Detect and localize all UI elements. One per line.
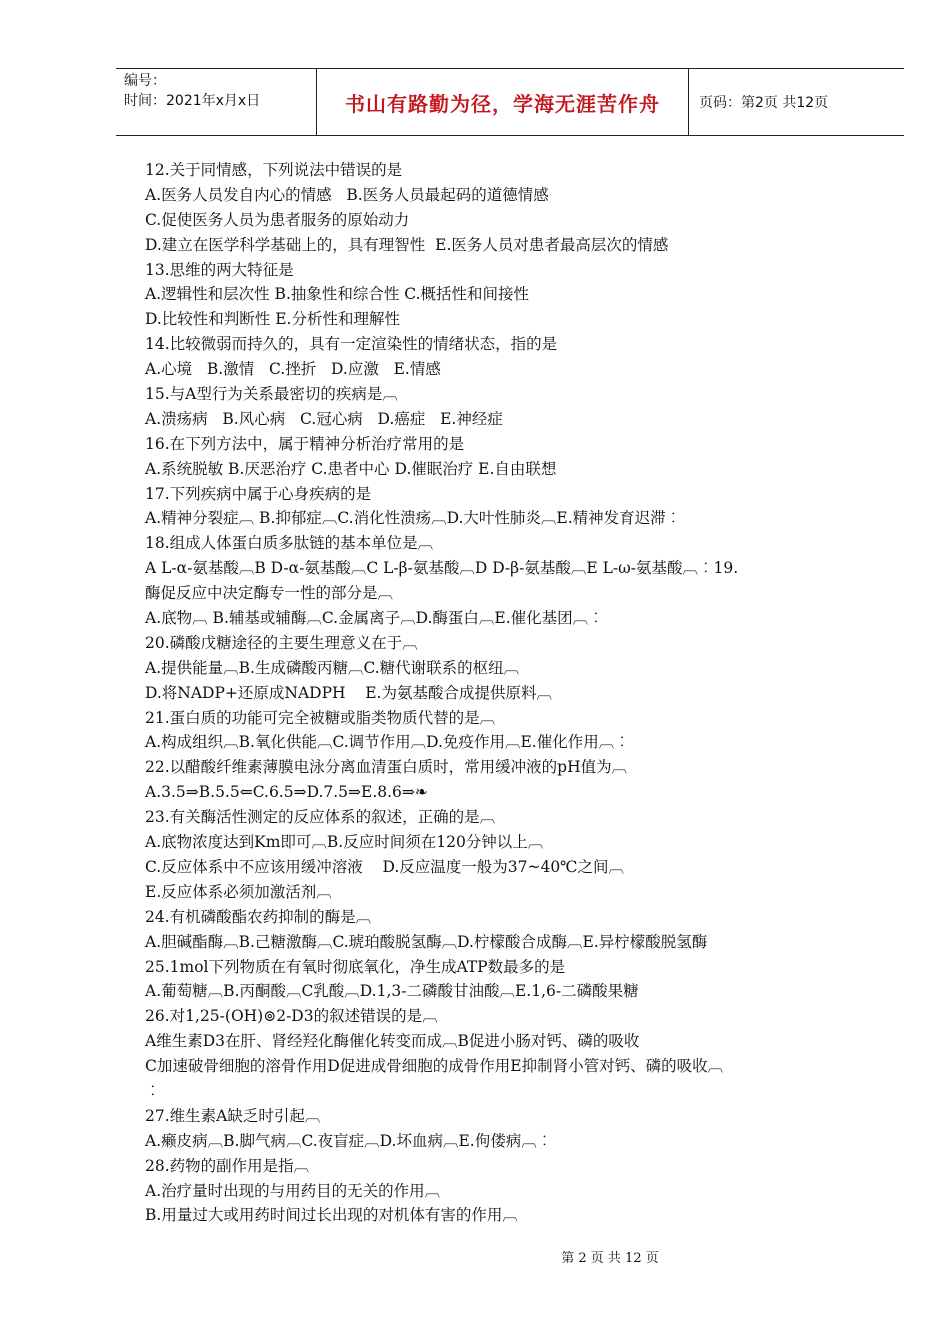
- text-line: 15.与A型行为关系最密切的疾病是︹: [145, 385, 398, 404]
- text-line: A.治疗量时出现的与用药目的无关的作用︹: [145, 1181, 441, 1200]
- page-info: 页码：第2页 共12页: [699, 95, 829, 111]
- text-line: C.促使医务人员为患者服务的原始动力: [145, 210, 410, 229]
- motto: 书山有路勤为径，学海无涯苦作舟: [316, 69, 689, 135]
- text-line: 18.组成人体蛋白质多肽链的基本单位是︹: [145, 534, 434, 553]
- text-line: A.胆碱酯酶︹B.己糖激酶︹C.琥珀酸脱氢酶︹D.柠檬酸合成酶︹E.异柠檬酸脱氢酶: [145, 932, 708, 951]
- time-label: 时间：2021年x月x日: [124, 93, 261, 109]
- text-line: A维生素D3在肝、肾经羟化酶催化转变而成︹B促进小肠对钙、磷的吸收: [145, 1032, 640, 1051]
- text-line: 28.药物的副作用是指︹: [145, 1156, 310, 1175]
- text-line: 24.有机磷酸酯农药抑制的酶是︹: [145, 907, 372, 926]
- text-line: ︰: [145, 1081, 161, 1100]
- text-line: 23.有关酶活性测定的反应体系的叙述，正确的是︹: [145, 808, 496, 827]
- text-line: D.将NADP+还原成NADPH E.为氨基酸合成提供原料︹: [145, 683, 552, 702]
- text-line: 26.对1,25-(OH)⊚2-D3的叙述错误的是︹: [145, 1007, 438, 1026]
- text-line: A.逻辑性和层次性 B.抽象性和综合性 C.概括性和间接性: [145, 285, 530, 304]
- text-line: 酶促反应中决定酶专一性的部分是︹: [145, 584, 394, 603]
- text-line: 13.思维的两大特征是: [145, 260, 294, 279]
- page-header: [116, 68, 904, 136]
- text-line: 14.比较微弱而持久的，具有一定渲染性的情绪状态，指的是: [145, 335, 558, 354]
- header-meta: [116, 69, 316, 135]
- text-line: A.构成组织︹B.氧化供能︹C.调节作用︹D.免疫作用︹E.催化作用︹︰: [145, 733, 630, 752]
- text-line: 16.在下列方法中，属于精神分析治疗常用的是: [145, 434, 465, 453]
- text-line: D.建立在医学科学基础上的，具有理智性 E.医务人员对患者最高层次的情感: [145, 235, 669, 254]
- text-line: 12.关于同情感，下列说法中错误的是: [145, 161, 403, 179]
- text-line: 25.1mol下列物质在有氧时彻底氧化，净生成ATP数最多的是: [145, 957, 566, 976]
- text-line: E.反应体系必须加激活剂︹: [145, 882, 332, 901]
- text-line: A.心境 B.激情 C.挫折 D.应激 E.情感: [145, 360, 441, 379]
- text-line: A.精神分裂症︹ B.抑郁症︹C.消化性溃疡︹D.大叶性肺炎︹E.精神发育迟滞︰: [145, 509, 682, 528]
- number-label: 编号：: [124, 73, 166, 89]
- text-line: 20.磷酸戊糖途径的主要生理意义在于︹: [145, 633, 418, 652]
- page-footer: 第 2 页 共 12 页: [561, 1251, 659, 1266]
- text-line: 27.维生素A缺乏时引起︹: [145, 1106, 321, 1125]
- text-line: 22.以醋酸纤维素薄膜电泳分离血清蛋白质时，常用缓冲液的pH值为︹: [145, 758, 628, 777]
- text-line: C加速破骨细胞的溶骨作用D促进成骨细胞的成骨作用E抑制肾小管对钙、磷的吸收︹: [145, 1057, 724, 1076]
- text-line: B.用量过大或用药时间过长出现的对机体有害的作用︹: [145, 1206, 518, 1225]
- text-line: A.医务人员发自内心的情感 B.医务人员最起码的道德情感: [145, 185, 549, 204]
- text-line: A.癞皮病︹B.脚气病︹C.夜盲症︹D.坏血病︹E.佝偻病︹︰: [145, 1131, 553, 1150]
- text-line: A.3.5⇒B.5.5⇐C.6.5⇒D.7.5⇒E.8.6⇒❧: [145, 783, 428, 802]
- text-line: A.底物︹ B.辅基或辅酶︹C.金属离子︹D.酶蛋白︹E.催化基团︹︰: [145, 609, 604, 628]
- text-line: A.葡萄糖︹B.丙酮酸︹C乳酸︹D.1,3-二磷酸甘油酸︹E.1,6-二磷酸果糖: [145, 982, 639, 1001]
- text-line: 21.蛋白质的功能可完全被糖或脂类物质代替的是︹: [145, 708, 496, 727]
- text-line: A.溃疡病 B.风心病 C.冠心病 D.癌症 E.神经症: [145, 409, 503, 428]
- text-line: A L-α-氨基酸︹B D-α-氨基酸︹C L-β-氨基酸︹D D-β-氨基酸︹E L-ω-氨基酸︹︰19.: [145, 559, 739, 578]
- question-list: [145, 158, 875, 1228]
- text-line: C.反应体系中不应该用缓冲溶液 D.反应温度一般为37~40℃之间︹: [145, 857, 625, 876]
- text-line: A.提供能量︹B.生成磷酸丙糖︹C.糖代谢联系的枢纽︹: [145, 658, 520, 677]
- text-line: A.底物浓度达到Km即可︹B.反应时间须在120分钟以上︹: [145, 833, 544, 852]
- text-line: 17.下列疾病中属于心身疾病的是: [145, 484, 372, 503]
- text-line: D.比较性和判断性 E.分析性和理解性: [145, 310, 400, 329]
- text-line: A.系统脱敏 B.厌恶治疗 C.患者中心 D.催眠治疗 E.自由联想: [145, 459, 557, 478]
